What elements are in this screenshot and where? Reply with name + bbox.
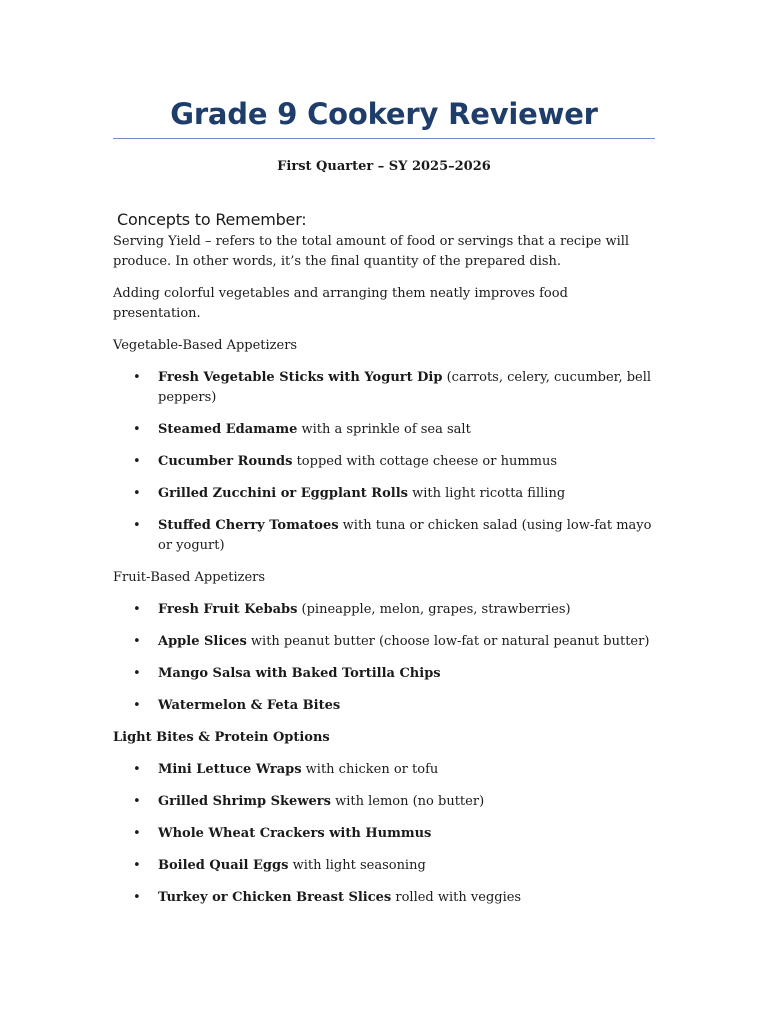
item-description: with chicken or tofu <box>301 762 439 777</box>
page-title: Grade 9 Cookery Reviewer <box>170 97 598 131</box>
group-heading-protein: Light Bites & Protein Options <box>113 730 330 745</box>
concepts-heading: Concepts to Remember: <box>117 210 307 229</box>
item-description: rolled with veggies <box>391 890 522 905</box>
list-item <box>113 696 655 716</box>
bullet-icon: • <box>133 634 141 649</box>
list-item <box>113 792 655 812</box>
group-heading-vegetable: Vegetable-Based Appetizers <box>113 338 298 353</box>
item-title: Fresh Vegetable Sticks with Yogurt Dip <box>158 370 443 385</box>
item-description: with light seasoning <box>288 858 426 873</box>
bullet-icon: • <box>133 698 141 713</box>
bullet-icon: • <box>133 454 141 469</box>
item-description: with tuna or chicken salad (using low-fat mayo or yogurt) <box>158 518 652 553</box>
bullet-icon: • <box>133 602 141 617</box>
bullet-icon: • <box>133 762 141 777</box>
item-title: Stuffed Cherry Tomatoes <box>158 518 339 533</box>
document-page <box>113 94 655 908</box>
bullet-icon: • <box>133 370 141 385</box>
item-description: with a sprinkle of sea salt <box>297 422 471 437</box>
fruit-group <box>113 568 655 716</box>
bullet-icon: • <box>133 858 141 873</box>
item-description: topped with cottage cheese or hummus <box>292 454 558 469</box>
item-title: Fresh Fruit Kebabs <box>158 602 298 617</box>
list-item <box>113 888 655 908</box>
item-title: Turkey or Chicken Breast Slices <box>158 890 392 905</box>
bullet-icon: • <box>133 890 141 905</box>
item-description: (carrots, celery, cucumber, bell peppers) <box>158 370 652 405</box>
item-title: Mini Lettuce Wraps <box>158 762 302 777</box>
bullet-icon: • <box>133 518 141 533</box>
list-item <box>113 632 655 652</box>
item-title: Whole Wheat Crackers with Hummus <box>158 826 432 841</box>
bullet-list <box>113 368 655 556</box>
bullet-icon: • <box>133 826 141 841</box>
list-item <box>113 516 655 556</box>
bullet-list <box>113 760 655 908</box>
list-item <box>113 760 655 780</box>
group-heading-fruit: Fruit-Based Appetizers <box>113 570 266 585</box>
page-subtitle: First Quarter – SY 2025–2026 <box>277 159 491 174</box>
list-item <box>113 484 655 504</box>
protein-group <box>113 728 655 908</box>
item-title: Apple Slices <box>158 634 247 649</box>
item-description: (pineapple, melon, grapes, strawberries) <box>297 602 571 617</box>
list-item <box>113 420 655 440</box>
list-item <box>113 664 655 684</box>
item-title: Cucumber Rounds <box>158 454 293 469</box>
title-divider <box>113 138 655 139</box>
bullet-icon: • <box>133 794 141 809</box>
list-item <box>113 600 655 620</box>
item-title: Boiled Quail Eggs <box>158 858 289 873</box>
bullet-list <box>113 600 655 716</box>
presentation-paragraph: Adding colorful vegetables and arranging them neatly improves food presentation. <box>113 286 568 321</box>
list-item <box>113 856 655 876</box>
serving-yield-paragraph: Serving Yield – refers to the total amount of food or servings that a recipe will produce. In other words, it’s the final quantity of the prepared dish. <box>113 234 630 269</box>
list-item <box>113 452 655 472</box>
item-title: Watermelon & Feta Bites <box>158 698 341 713</box>
item-description: with light ricotta filling <box>407 486 566 501</box>
list-item <box>113 824 655 844</box>
item-title: Mango Salsa with Baked Tortilla Chips <box>158 666 441 681</box>
item-title: Steamed Edamame <box>158 422 298 437</box>
list-item <box>113 368 655 408</box>
item-title: Grilled Zucchini or Eggplant Rolls <box>158 486 408 501</box>
item-description: with lemon (no butter) <box>330 794 485 809</box>
item-title: Grilled Shrimp Skewers <box>158 794 331 809</box>
bullet-icon: • <box>133 422 141 437</box>
vegetable-group <box>113 336 655 556</box>
bullet-icon: • <box>133 666 141 681</box>
bullet-icon: • <box>133 486 141 501</box>
item-description: with peanut butter (choose low-fat or natural peanut butter) <box>246 634 650 649</box>
